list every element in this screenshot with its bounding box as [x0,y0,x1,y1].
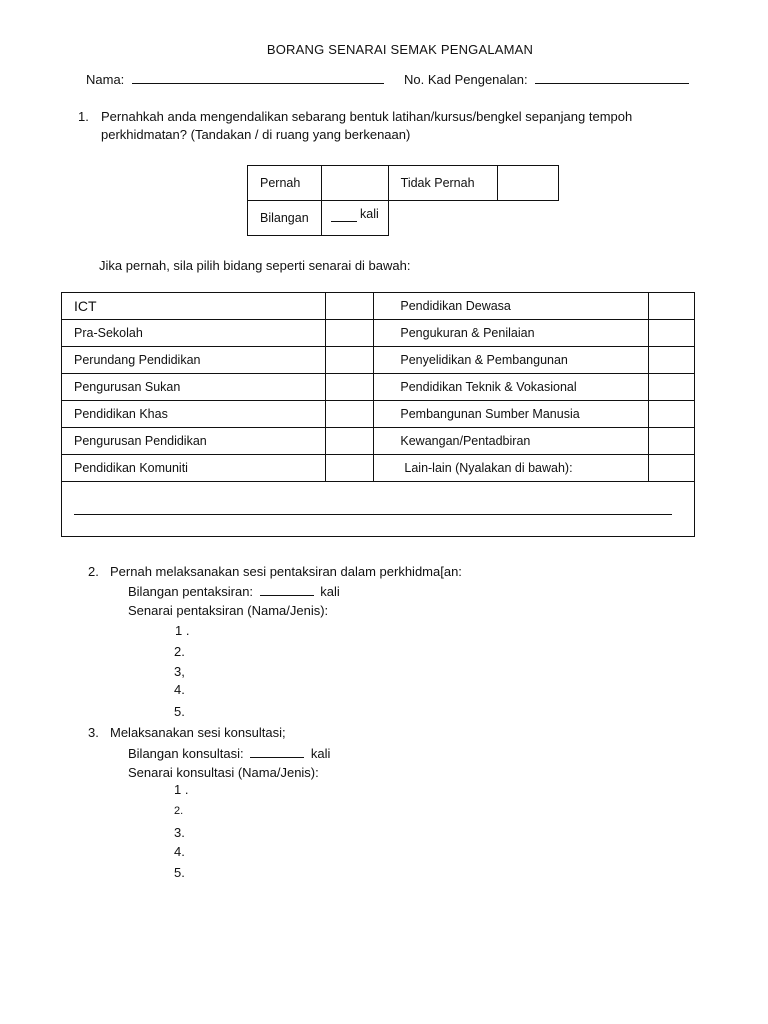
q1-instruction: Jika pernah, sila pilih bidang seperti senarai di bawah: [99,258,411,273]
field-label: Pra-Sekolah [62,320,326,347]
field-checkbox[interactable] [326,401,374,428]
field-checkbox[interactable] [326,293,374,320]
field-checkbox[interactable] [649,320,695,347]
q3-list-item: 4. [174,844,185,859]
q2-count-input[interactable] [260,595,314,596]
bilangan-input[interactable] [321,201,388,236]
q3-list-item: 1 . [174,782,189,797]
lain-lain-input-line[interactable] [74,514,672,515]
table-row [62,320,695,347]
field-label-lain-lain: Lain-lain (Nyalakan di bawah): [374,455,649,482]
form-title: BORANG SENARAI SEMAK PENGALAMAN [266,42,534,57]
q3-list-item: 3. [174,825,185,840]
field-label: Perundang Pendidikan [62,347,326,374]
q3-list-item: 2. [174,805,184,817]
q3-kali-label: kali [310,746,331,761]
table-row [62,482,695,537]
tidak-pernah-label: Tidak Pernah [388,166,497,201]
field-label: Pengukuran & Penilaian [374,320,649,347]
field-label: Pendidikan Dewasa [374,293,649,320]
table-row [62,374,695,401]
q2-list-item: 5. [174,704,185,719]
field-label: Pengurusan Pendidikan [62,428,326,455]
bilangan-kali-label: kali [360,207,379,221]
field-checkbox[interactable] [649,347,695,374]
table-row [62,455,695,482]
q1-number: 1. [78,109,89,124]
q2-number: 2. [88,564,99,579]
pernah-checkbox[interactable] [321,166,388,201]
q3-count-input[interactable] [250,757,304,758]
field-checkbox[interactable] [326,455,374,482]
field-checkbox[interactable] [649,293,695,320]
field-label: Kewangan/Pentadbiran [374,428,649,455]
q1-text-line1: Pernahkah anda mengendalikan sebarang bentuk latihan/kursus/bengkel sepanjang tempoh [101,109,633,124]
field-label: Pendidikan Teknik & Vokasional [374,374,649,401]
table-row [62,347,695,374]
empty-cell [388,201,497,236]
q2-count-label: Bilangan pentaksiran: [128,584,254,599]
field-checkbox[interactable] [326,374,374,401]
table-row [62,428,695,455]
bilangan-blank[interactable] [331,221,357,222]
empty-cell [497,201,558,236]
field-label: Pendidikan Khas [62,401,326,428]
ic-input-line[interactable] [535,83,689,84]
field-checkbox[interactable] [326,347,374,374]
field-checkbox[interactable] [326,320,374,347]
q1-text-line2: perkhidmatan? (Tandakan / di ruang yang berkenaan) [101,127,411,142]
field-label: Pendidikan Komuniti [62,455,326,482]
q3-text: Melaksanakan sesi konsultasi; [110,725,286,740]
name-field[interactable] [86,72,384,87]
q2-text: Pernah melaksanakan sesi pentaksiran dalam perkhidma[an: [110,564,462,579]
name-input-line[interactable] [132,83,384,84]
q2-kali-label: kali [320,584,340,599]
table-row [62,401,695,428]
q3-number: 3. [88,725,99,740]
experience-checkbox-table [247,165,559,236]
ic-field[interactable] [404,72,689,87]
tidak-pernah-checkbox[interactable] [497,166,558,201]
field-checkbox[interactable] [649,428,695,455]
q2-list-item: 3, [174,664,185,679]
field-checkbox[interactable] [326,428,374,455]
q3-list-item: 5. [174,865,185,880]
q2-list-item: 4. [174,682,185,697]
q2-list-item: 1 . [175,623,190,638]
field-checkbox[interactable] [649,401,695,428]
q2-count-field[interactable] [128,584,340,599]
name-label: Nama: [86,72,125,87]
field-label: Pembangunan Sumber Manusia [374,401,649,428]
field-label: Penyelidikan & Pembangunan [374,347,649,374]
lain-lain-input[interactable] [62,482,695,537]
bilangan-label: Bilangan [248,201,322,236]
field-label: Pengurusan Sukan [62,374,326,401]
field-label-ict: ICT [62,293,326,320]
field-checkbox[interactable] [649,374,695,401]
pernah-label: Pernah [248,166,322,201]
table-row [62,293,695,320]
ic-label: No. Kad Pengenalan: [404,72,528,87]
q3-count-label: Bilangan konsultasi: [128,746,244,761]
q2-list-label: Senarai pentaksiran (Nama/Jenis): [128,603,329,618]
q2-list-item: 2. [174,644,185,659]
fields-table [61,292,695,537]
empty-cell [649,455,695,482]
q3-list-label: Senarai konsultasi (Nama/Jenis): [128,765,319,780]
q3-count-field[interactable] [128,746,330,761]
